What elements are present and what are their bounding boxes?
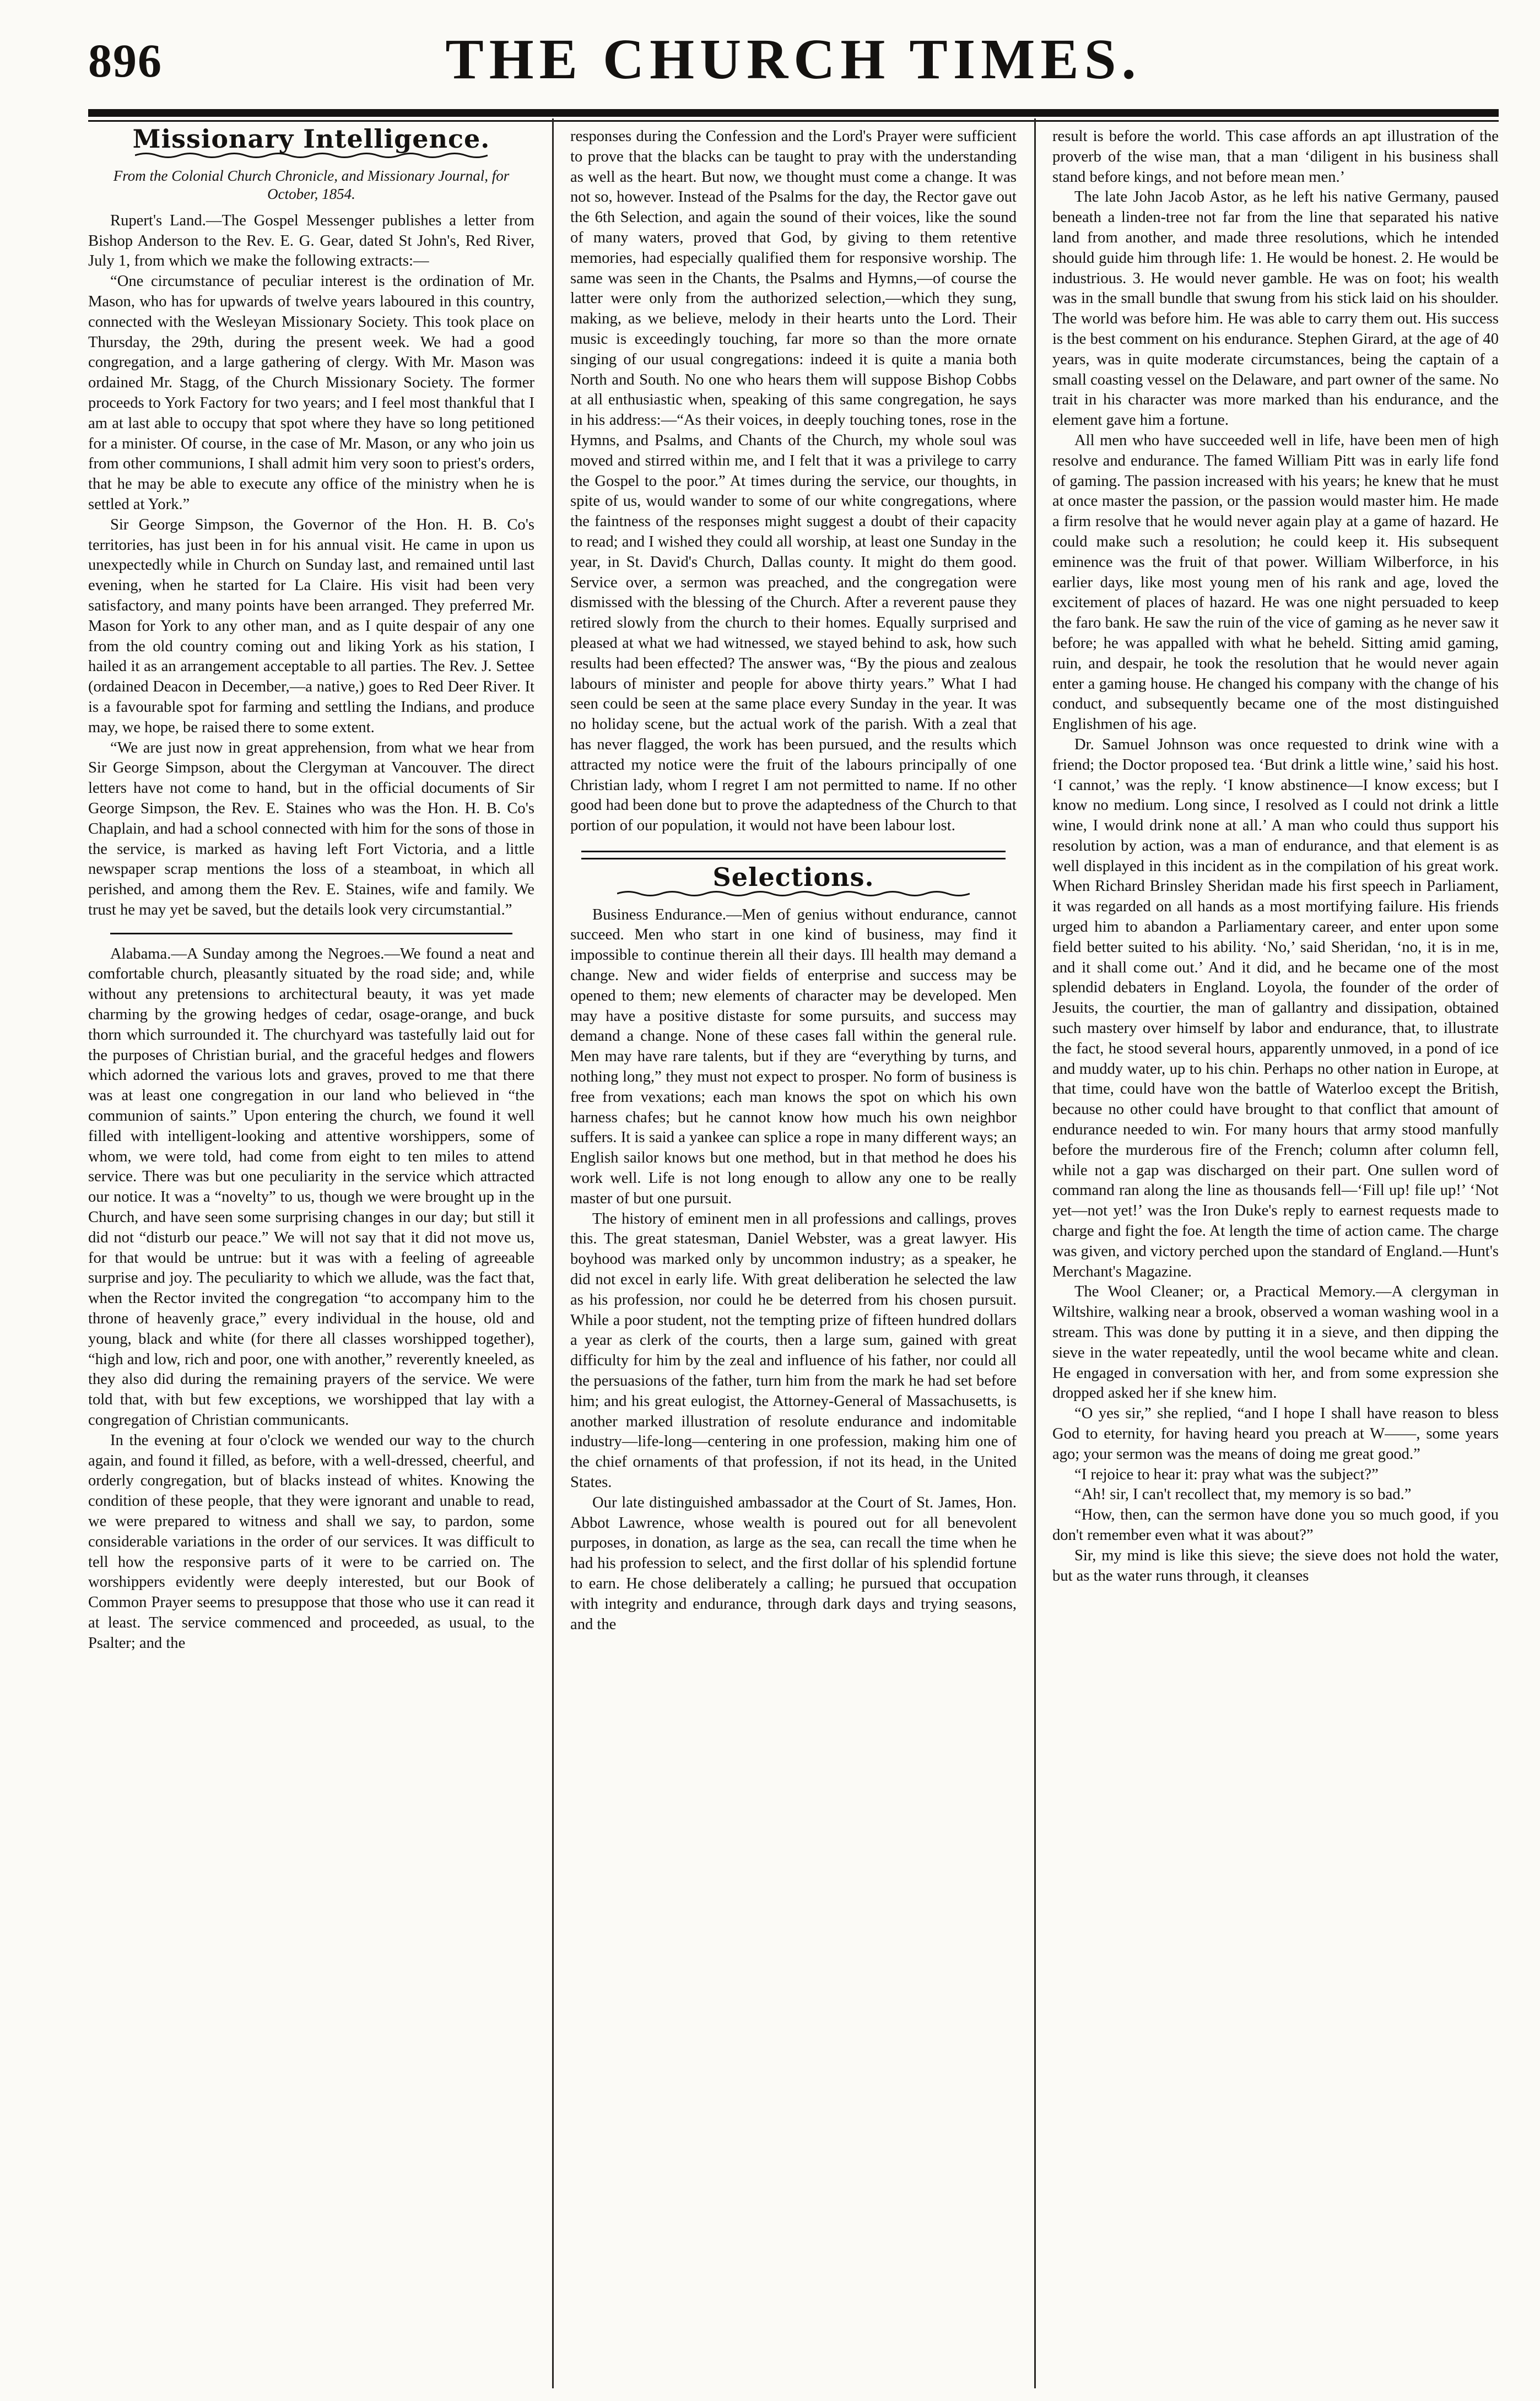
newspaper-page [88, 0, 1499, 2401]
masthead-thin-rule [88, 120, 1499, 122]
column-2 [570, 127, 1017, 2380]
article-paragraph: The history of eminent men in all professions and callings, proves this. The great statesman, Daniel Webster, was a great lawyer. His boyhood was marked only by uncommon industry; as a speaker, he did not excel in early life. With great deliberation he selected the law as his profession, nor could he be deterred from his chosen pursuit. While a poor student, not the tempting prize of fifteen hundred dollars a year as clerk of the courts, then a large sum, gained with great difficulty for him by the zeal and influence of his father, nor could all the persuasions of the father, turn him from the mark he had set before him; and his great eulogist, the Attorney-General of Massachusetts, is another marked illustration of resolute endurance and indomitable industry—life-long—centering in one profession, making him one of the chief ornaments of that profession, if not its head, in the United States. [570, 1210, 1017, 1491]
masthead-thick-rule [88, 109, 1499, 117]
article-paragraph: Rupert's Land.—The Gospel Messenger publishes a letter from Bishop Anderson to the Rev. E. G. Gear, dated St John's, Red River, July 1, from which we make the following extracts:— [88, 212, 534, 270]
section-heading-missionary: Missionary Intelligence. [132, 127, 490, 154]
section-divider [581, 851, 1006, 859]
column-divider [1034, 118, 1036, 2388]
article-paragraph: Business Endurance.—Men of genius without endurance, cannot succeed. Men who start in one kind of business, may find it impossible to continue therein all their days. Ill health may demand a change. New and wider fields of enterprise and success may be opened to them; new elements of character may be developed. Men may have a positive distaste for some pursuits, and success may demand a change. None of these cases fall within the general rule. Men may have rare talents, but if they are “everything by turns, and nothing long,” they must not expect to prosper. No form of business is free from vexations; each man knows the spot on which his own harness chafes; but he cannot know how much his own neighbor suffers. It is said a yankee can splice a rope in many different ways; an English sailor knows but one method, but in that method he does his work well. Life is not long enough to allow any one to be really master of but one pursuit. [570, 906, 1017, 1207]
article-paragraph: Alabama.—A Sunday among the Negroes.—We found a neat and comfortable church, pleasantly situated by the road side; and, while without any pretensions to architectural beauty, it was yet made charming by the growing hedges of cedar, osage-orange, and buck thorn which surrounded it. The churchyard was tastefully laid out for the purposes of Christian burial, and the graceful hedges and flowers which adorned the various lots and graves, proved to me that there was at least one congregation in our land who believed in “the communion of saints.” Upon entering the church, we found it well filled with intelligent-looking and attentive worshippers, some of whom, we were told, had come from eight to ten miles to attend service. There was but one peculiarity in the service which attracted our notice. It was a “novelty” to us, though we were brought up in the Church, and have seen some surprising changes in our day; but still it did not “disturb our peace.” We will not say that it did not move us, for that would be untrue: but it was with a feeling of agreeable surprise and joy. The peculiarity to which we allude, was the fact that, when the Rector invited the congregation “to accompany him to the throne of heavenly grace,” every individual in the house, old and young, black and white (for there all classes worshipped together), “high and low, rich and poor, one with another,” reverently kneeled, as they also did during the remaining prayers of the service. We were told that, with but few exceptions, we worshipped that lay with a congregation of Christian communicants. [88, 945, 534, 1429]
column-3 [1052, 127, 1499, 2380]
page-number: 896 [88, 34, 163, 87]
article-paragraph: “I rejoice to hear it: pray what was the subject?” [1074, 1466, 1379, 1483]
article-paragraph: The Wool Cleaner; or, a Practical Memory.—A clergyman in Wiltshire, walking near a brook, observed a woman washing wool in a stream. This was done by putting it in a sieve, and then dipping the sieve in the water repeatedly, until the wool became white and clean. He engaged in conversation with her, and from some expression she dropped asked her if she knew him. [1052, 1283, 1499, 1402]
article-source: From the Colonial Church Chronicle, and Missionary Journal, for October, 1854. [113, 167, 510, 202]
article-paragraph: Sir, my mind is like this sieve; the sieve does not hold the water, but as the water runs through, it cleanses [1052, 1546, 1499, 1585]
article-paragraph: Our late distinguished ambassador at the Court of St. James, Hon. Abbot Lawrence, whose wealth is poured out for all benevolent purposes, in donation, as large as the sea, can recall the time when he had his profession to select, and the first dollar of his splendid fortune to earn. He chose deliberately a calling; he pursued that occupation with integrity and endurance, through dark days and trying seasons, and the [570, 1494, 1017, 1633]
article-paragraph: All men who have succeeded well in life, have been men of high resolve and endurance. The famed William Pitt was in early life fond of gaming. The passion increased with his years; he knew that he must at once master the passion, or the passion would master him. He made a firm resolve that he would never again play at a game of hazard. He could make such a resolution; he could keep it. His subsequent eminence was the fruit of that power. William Wilberforce, in his earlier days, like most young men of his rank and age, loved the excitement of places of hazard. He was one night persuaded to keep the faro bank. He saw the ruin of the vice of gaming as he never saw it before; he was appalled with what he beheld. Sitting amid gaming, ruin, and despair, he took the resolution that he would never again enter a gaming house. He changed his company with the change of his conduct, and subsequently became one of the most distinguished Englishmen of his age. [1052, 431, 1499, 733]
article-paragraph: Dr. Samuel Johnson was once requested to drink wine with a friend; the Doctor proposed tea. ‘But drink a little wine,’ said his host. ‘I cannot,’ was the reply. ‘I know abstinence—I know excess; but I know no medium. Long since, I resolved as I could not drink a little wine, I would drink none at all.’ A man who could thus support his resolution by action, was a man of endurance, and that element is as well displayed in this incident as in the compilation of his great work. When Richard Brinsley Sheridan made his first speech in Parliament, it was regarded on all hands as a most mortifying failure. His friends urged him to abandon a Parliamentary career, and enter upon some field better suited to his ability. ‘No,’ said Sheridan, ‘no, it is in me, and it shall come out.’ And it did, and he became one of the most splendid debaters in England. Loyola, the founder of the order of Jesuits, the courtier, the man of gallantry and dissipation, obtained such mastery over himself by labor and endurance, that, to illustrate the fact, he stood several hours, apparently unmoved, in a pond of ice and muddy water, up to his chin. Perhaps no other nation in Europe, at that time, could have won the battle of Waterloo except the British, because no other could have brought to that conflict that amount of endurance needed to win. For many hours that army stood manfully before the murderous fire of the French; column after column fell, while not a gap was discharged on their part. One sullen word of command ran along the line as thousands fell—‘Fill up! file up!’ ‘Not yet—not yet!’ was the Iron Duke's reply to earnest requests made to charge and fight the foe. At length the time of action came. The charge was given, and victory perched upon the standard of England.—Hunt's Merchant's Magazine. [1052, 736, 1499, 1280]
article-paragraph: responses during the Confession and the Lord's Prayer were sufficient to prove that the blacks can be taught to pray with the understanding as well as the heart. But now, we thought must come a change. It was not so, however. Instead of the Psalms for the day, the Rector gave out the 6th Selection, and again the sound of their voices, like the sound of many waters, proved that God, by giving to them retentive memories, had especially qualified them for responsive worship. The same was seen in the Chants, the Psalms and Hymns,—of course the latter were only from the authorized selection,—which they sung, making, as we believe, melody in their hearts unto the Lord. Their music is exceedingly touching, far more so than the more ornate singing of our usual congregations: indeed it is quite a mania both North and South. No one who hears them will suppose Bishop Cobbs at all enthusiastic when, speaking of this same congregation, he says in his address:—“As their voices, in deeply touching tones, rose in the Hymns, and Psalms, and Chants of the Church, my whole soul was moved and stirred within me, and I felt that it was a privilege to carry the Gospel to the poor.” At times during the service, our thoughts, in spite of us, would wander to some of our white congregations, where the faintness of the responses might suggest a doubt of their capacity to read; and I wished they could all worship, at least one Sunday in the year, in St. David's Church, Dallas county. It might do them good. Service over, a sermon was preached, and the congregation were dismissed with the blessing of the Church. After a reverent pause they retired slowly from the church to their homes. Equally surprised and pleased at what we had witnessed, we stayed behind to ask, how such results had been effected? The answer was, “By the pious and zealous labours of minister and people for above thirty years.” What I had seen could be seen at the same place every Sunday in the year. It was no holiday scene, but the actual work of the parish. With a zeal that has never flagged, the work has been pursued, and the results which attracted my notice were the fruit of the labours principally of one Christian lady, whom I regret I am not permitted to name. If no other good had been done but to prove the adaptedness of the Church to that portion of our population, it would not have been labour lost. [570, 128, 1017, 835]
article-paragraph: Sir George Simpson, the Governor of the Hon. H. B. Co's territories, has just been in for his annual visit. He came in upon us unexpectedly while in Church on Sunday last, and remained until last evening, when he started for La Claire. His visit had been very satisfactory, and many points have been arranged. They preferred Mr. Mason for York to any other man, and as I quite despair of any one from the old country coming out and liking York as his station, I hailed it as an arrangement acceptable to all parties. The Rev. J. Settee (ordained Deacon in December,—a native,) goes to Red Deer River. It is a favourable spot for farming and settling the Indians, and produce may, we hope, be raised there to some extent. [88, 516, 534, 736]
article-paragraph: “How, then, can the sermon have done you so much good, if you don't remember even what it was about?” [1052, 1506, 1499, 1544]
section-heading-selections: Selections. [712, 862, 874, 892]
newspaper-title: THE CHURCH TIMES. [445, 28, 1142, 91]
column-1 [88, 127, 534, 2380]
article-paragraph: “One circumstance of peculiar interest is the ordination of Mr. Mason, who has for upwards of twelve years laboured in this country, connected with the Wesleyan Missionary Society. This took place on Thursday, the 29th, during the present week. We had a good congregation, and a large gathering of clergy. With Mr. Mason was ordained Mr. Stagg, of the Church Missionary Society. The former proceeds to York Factory for two years; and I feel most thankful that I am at last able to occupy that spot where they have so long petitioned for a minister. Of course, in the case of Mr. Mason, or any who join us from other communions, I shall admit him very soon to priest's orders, that he may be able to execute any office of the ministry when he is settled at York.” [88, 273, 534, 513]
article-paragraph: “We are just now in great apprehension, from what we hear from Sir George Simpson, about the Clergyman at Vancouver. The direct letters have not come to hand, but in the official documents of Sir George Simpson, the Rev. E. Staines who was the Hon. H. B. Co's Chaplain, and had a school connected with him for the sons of those in the service, is marked as having left Fort Victoria, and a little newspaper scrap mentions the loss of a steamboat, in which all perished, and among them the Rev. E. Staines, wife and family. We trust he may yet be saved, but the details look very circumstantial.” [88, 739, 534, 918]
article-paragraph: The late John Jacob Astor, as he left his native Germany, paused beneath a linden-tree not far from the line that separated his native land from another, and made three resolutions, which he intended should guide him through life: 1. He would be honest. 2. He would be industrious. 3. He would never gamble. He was on foot; his wealth was in the small bundle that swung from his stick laid on his shoulder. The world was before him. He was able to carry them out. His success is the best comment on his endurance. Stephen Girard, at the age of 40 years, was in quite moderate circumstances, being the captain of a small coasting vessel on the Delaware, and part owner of the same. No trait in his character was more marked than his endurance, and the element gave him a fortune. [1052, 188, 1499, 429]
article-divider [110, 933, 512, 934]
article-paragraph: “Ah! sir, I can't recollect that, my memory is so bad.” [1074, 1486, 1412, 1504]
article-paragraph: “O yes sir,” she replied, “and I hope I shall have reason to bless God to eternity, for having heard you preach at W——, some years ago; your sermon was the means of doing me great good.” [1052, 1405, 1499, 1463]
column-divider [552, 118, 554, 2388]
article-paragraph: result is before the world. This case affords an apt illustration of the proverb of the wise man, that a man ‘diligent in his business shall stand before kings, and not before mean men.’ [1052, 128, 1499, 186]
masthead [88, 22, 1499, 105]
article-paragraph: In the evening at four o'clock we wended our way to the church again, and found it filled, as before, with a well-dressed, cheerful, and orderly congregation, but of blacks instead of whites. Knowing the condition of these people, that they were ignorant and unable to read, we were prepared to witness and shall we say, to pardon, some considerable variations in the order of our services. It was difficult to tell how the responsive parts of it were to be carried on. The worshippers evidently were deeply interested, but our Book of Common Prayer seems to presuppose that those who use it can read it at least. The service commenced and proceeded, as usual, to the Psalter; and the [88, 1431, 534, 1652]
